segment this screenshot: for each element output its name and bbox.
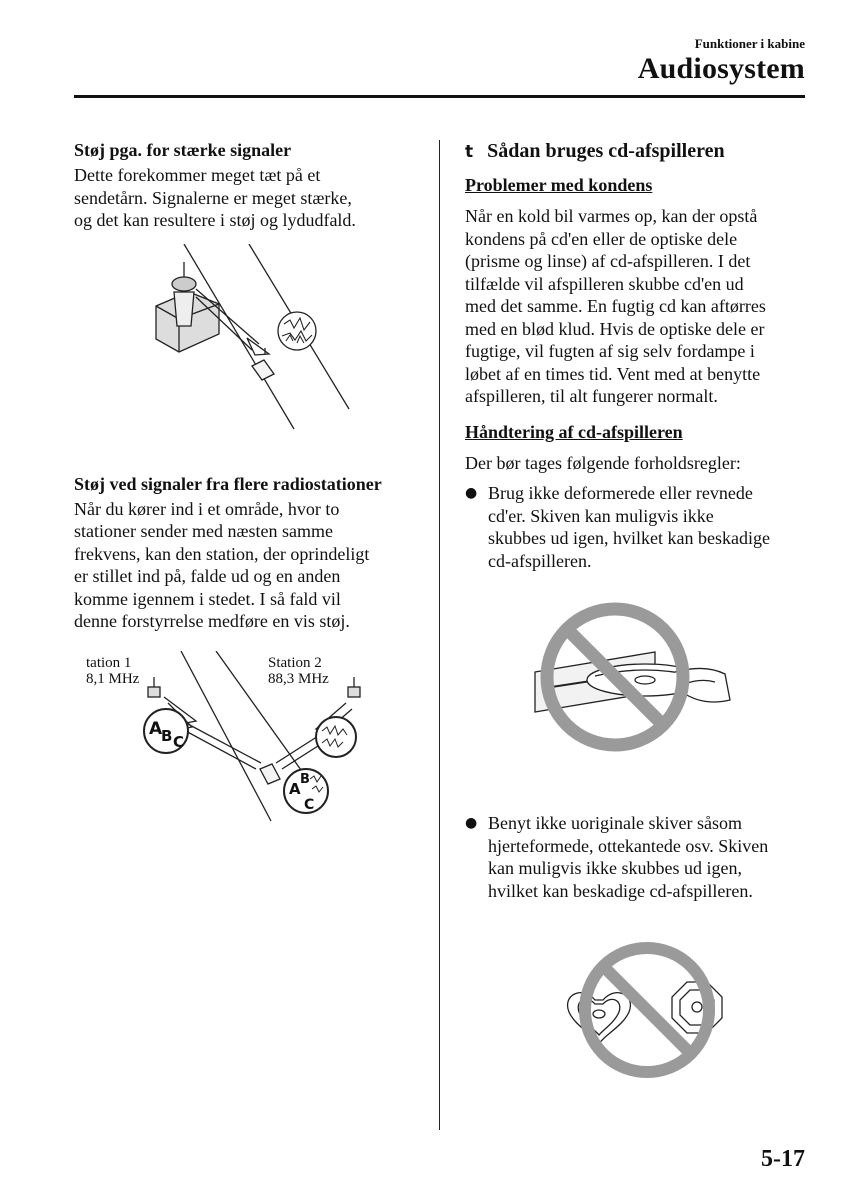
tower-top [172, 277, 196, 291]
noise-bubble-icon [316, 717, 356, 757]
multi-station-illustration [86, 651, 386, 831]
car-icon [260, 764, 280, 784]
svg-text:A: A [149, 718, 163, 739]
svg-text:A: A [289, 779, 301, 798]
station1-frequency: 8,1 MHz [86, 670, 140, 687]
station1-label: tation 1 [86, 654, 132, 671]
left-column [74, 138, 414, 831]
no-deformed-disc-illustration [525, 602, 805, 772]
station2-antenna-icon [348, 687, 360, 697]
tower-icon [174, 292, 194, 326]
bullet-non-original-discs: ● Benyt ikke uoriginale skiver såsom hjerteformede, ottekantede osv. Skiven kan muligvis ikke skubbes ud igen, hvilket kan beskadige cd-afspilleren. [465, 813, 769, 901]
bullet-deformed-discs: ● Brug ikke deformerede eller revnede cd'er. Skiven kan muligvis ikke skubbes ud igen, hvilket kan beskadige cd-afspilleren. [465, 483, 770, 571]
right-column [465, 138, 810, 1080]
bullet-marker: ● [465, 485, 478, 501]
station2-label: Station 2 [268, 654, 322, 671]
noise-burst-icon [278, 312, 316, 350]
page-number: 5-17 [761, 1146, 805, 1172]
cd-player-section-title: Sådan bruges cd-afspilleren [487, 140, 725, 162]
section-marker: t [465, 142, 474, 162]
chapter-title: Funktioner i kabine [694, 36, 805, 51]
page-title: Audiosystem [637, 52, 805, 85]
multi-station-heading: Støj ved signaler fra flere radiostationer [74, 473, 382, 494]
condensation-text: Når en kold bil varmes op, kan der opstå kondens på cd'en eller de optiske dele (prisme og linse) af cd-afspilleren. I det tilfælde vil afspilleren skubbe cd'en ud med det samme. En fugtig cd kan aftørres med en blød klud. Hvis de optiske dele er fugtige, vil fugten af sig selv fordampe i løbet af en times tid. Vent med at benytte afspilleren, til alt fungerer normalt. [465, 206, 766, 406]
condensation-heading: Problemer med kondens [465, 175, 653, 195]
strong-signal-text: Dette forekommer meget tæt på et sendetårn. Signalerne er meget stærke, og det kan resultere i støj og lydudfald. [74, 165, 356, 230]
svg-text:C: C [173, 732, 185, 751]
svg-text:C: C [304, 796, 315, 813]
column-divider [439, 140, 440, 1130]
strong-signal-illustration [134, 244, 434, 434]
station2-frequency: 88,3 MHz [268, 670, 329, 687]
multi-station-text: Når du kører ind i et område, hvor to stationer sender med næsten samme frekvens, kan den station, der oprindeligt er stillet ind på, falde ud og en anden komme igennem i stedet. I så fald vil denne forstyrrelse medføre en vis støj. [74, 498, 370, 631]
svg-text:B: B [300, 771, 310, 787]
handling-intro: Der bør tages følgende forholdsregler: [465, 452, 741, 473]
svg-text:B: B [161, 726, 173, 745]
bullet-marker: ● [465, 815, 478, 831]
strong-signal-heading: Støj pga. for stærke signaler [74, 140, 292, 160]
handling-heading: Håndtering af cd-afspilleren [465, 421, 683, 442]
header-rule [74, 95, 805, 98]
cd-player-section-heading [465, 138, 810, 165]
station1-antenna-icon [148, 687, 160, 697]
no-shaped-disc-illustration [557, 940, 757, 1080]
